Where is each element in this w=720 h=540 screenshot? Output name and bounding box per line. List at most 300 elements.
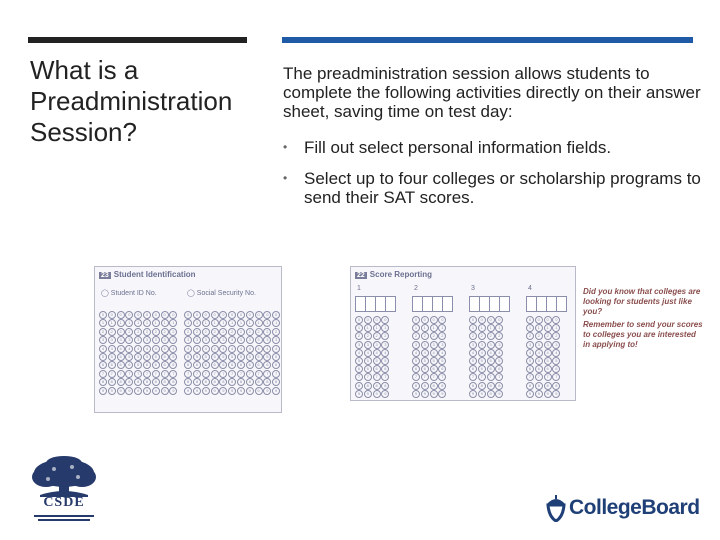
answer-bubble: 9 bbox=[228, 387, 236, 395]
answer-bubble: 0 bbox=[184, 311, 192, 319]
answer-bubble: 9 bbox=[255, 387, 263, 395]
bubble-row bbox=[355, 349, 390, 357]
answer-bubble: 4 bbox=[478, 349, 486, 357]
bubble-row bbox=[469, 373, 504, 381]
answer-bubble: 8 bbox=[211, 378, 219, 386]
answer-bubble: 2 bbox=[161, 328, 169, 336]
answer-bubble: 0 bbox=[255, 311, 263, 319]
answer-bubble: 7 bbox=[152, 370, 160, 378]
answer-bubble: 9 bbox=[544, 390, 552, 398]
answer-bubble: 9 bbox=[535, 390, 543, 398]
answer-bubble: 6 bbox=[487, 365, 495, 373]
answer-bubble: 8 bbox=[263, 378, 271, 386]
answer-bubble: 2 bbox=[381, 332, 389, 340]
answer-bubble: 9 bbox=[202, 387, 210, 395]
answer-bubble: 4 bbox=[373, 349, 381, 357]
answer-bubble: 6 bbox=[228, 361, 236, 369]
bubble-row bbox=[355, 341, 390, 349]
answer-bubble: 5 bbox=[412, 357, 420, 365]
answer-bubble: 0 bbox=[193, 311, 201, 319]
answer-bubble: 4 bbox=[381, 349, 389, 357]
bubble-row bbox=[469, 382, 504, 390]
bullet-text: Select up to four colleges or scholarship programs to send their SAT scores. bbox=[304, 169, 701, 207]
answer-bubble: 6 bbox=[237, 361, 245, 369]
note-text: Did you know that colleges are looking for students just like you? bbox=[583, 287, 701, 316]
answer-bubble: 3 bbox=[552, 341, 560, 349]
answer-bubble: 5 bbox=[272, 353, 280, 361]
answer-bubble: 0 bbox=[169, 311, 177, 319]
answer-bubble: 4 bbox=[211, 345, 219, 353]
answer-bubble: 2 bbox=[263, 328, 271, 336]
answer-bubble: 7 bbox=[272, 370, 280, 378]
answer-bubble: 6 bbox=[246, 361, 254, 369]
bullet-list bbox=[283, 138, 703, 219]
answer-bubble: 5 bbox=[169, 353, 177, 361]
answer-bubble: 5 bbox=[478, 357, 486, 365]
answer-bubble: 9 bbox=[381, 390, 389, 398]
bubble-row bbox=[412, 316, 447, 324]
answer-bubble: 0 bbox=[478, 316, 486, 324]
answer-bubble: 8 bbox=[355, 382, 363, 390]
answer-bubble: 0 bbox=[237, 311, 245, 319]
answer-bubble: 4 bbox=[495, 349, 503, 357]
answer-bubble: 1 bbox=[263, 319, 271, 327]
answer-bubble: 9 bbox=[373, 390, 381, 398]
answer-bubble: 1 bbox=[108, 319, 116, 327]
answer-bubble: 1 bbox=[487, 324, 495, 332]
answer-bubble: 5 bbox=[552, 357, 560, 365]
answer-bubble: 1 bbox=[526, 324, 534, 332]
answer-bubble: 7 bbox=[438, 373, 446, 381]
answer-bubble: 4 bbox=[161, 345, 169, 353]
answer-bubble: 8 bbox=[412, 382, 420, 390]
bubble-row bbox=[355, 332, 390, 340]
column-number: 1 bbox=[357, 285, 361, 292]
bubble-row bbox=[99, 345, 281, 353]
answer-bubble: 8 bbox=[478, 382, 486, 390]
answer-bubble: 8 bbox=[99, 378, 107, 386]
answer-bubble: 1 bbox=[544, 324, 552, 332]
answer-bubble: 0 bbox=[552, 316, 560, 324]
answer-bubble: 0 bbox=[544, 316, 552, 324]
answer-bubble: 7 bbox=[99, 370, 107, 378]
answer-bubble: 9 bbox=[169, 387, 177, 395]
bubble-row bbox=[469, 316, 504, 324]
bubble-row bbox=[99, 311, 281, 319]
answer-bubble: 8 bbox=[430, 382, 438, 390]
answer-bubble: 0 bbox=[161, 311, 169, 319]
answer-bubble: 9 bbox=[152, 387, 160, 395]
note-text: Remember to send your scores to colleges you are interested in applying to! bbox=[583, 320, 703, 349]
answer-bubble: 7 bbox=[526, 373, 534, 381]
answer-bubble: 0 bbox=[228, 311, 236, 319]
answer-bubble: 4 bbox=[421, 349, 429, 357]
bubble-row bbox=[469, 341, 504, 349]
answer-bubble: 8 bbox=[169, 378, 177, 386]
form-number: 22 bbox=[357, 272, 365, 279]
answer-bubble: 7 bbox=[487, 373, 495, 381]
bubble-row bbox=[99, 387, 281, 395]
answer-bubble: 0 bbox=[364, 316, 372, 324]
bubble-row bbox=[526, 341, 561, 349]
answer-bubble: 2 bbox=[125, 328, 133, 336]
answer-bubble: 5 bbox=[125, 353, 133, 361]
answer-bubble: 9 bbox=[193, 387, 201, 395]
answer-bubble: 2 bbox=[544, 332, 552, 340]
answer-bubble: 4 bbox=[430, 349, 438, 357]
collegeboard-logo-text: CollegeBoard bbox=[569, 496, 700, 519]
answer-bubble: 2 bbox=[412, 332, 420, 340]
answer-bubble: 3 bbox=[246, 336, 254, 344]
answer-bubble: 3 bbox=[211, 336, 219, 344]
bubble-row bbox=[412, 373, 447, 381]
answer-bubble: 9 bbox=[355, 390, 363, 398]
answer-bubble: 5 bbox=[421, 357, 429, 365]
answer-bubble: 1 bbox=[355, 324, 363, 332]
answer-bubble: 1 bbox=[478, 324, 486, 332]
answer-bubble: 3 bbox=[125, 336, 133, 344]
bullet-text: Fill out select personal information fields. bbox=[304, 138, 612, 157]
answer-bubble: 3 bbox=[373, 341, 381, 349]
answer-bubble: 6 bbox=[552, 365, 560, 373]
answer-bubble: 5 bbox=[487, 357, 495, 365]
answer-bubble: 3 bbox=[228, 336, 236, 344]
answer-bubble: 2 bbox=[469, 332, 477, 340]
answer-bubble: 4 bbox=[237, 345, 245, 353]
answer-bubble: 7 bbox=[219, 370, 227, 378]
answer-bubble: 7 bbox=[430, 373, 438, 381]
answer-bubble: 8 bbox=[552, 382, 560, 390]
code-entry-boxes bbox=[412, 296, 452, 317]
answer-bubble: 8 bbox=[125, 378, 133, 386]
answer-bubble: 6 bbox=[108, 361, 116, 369]
answer-bubble: 8 bbox=[544, 382, 552, 390]
bubble-row bbox=[355, 390, 390, 398]
score-bubble-grid bbox=[355, 316, 390, 398]
answer-bubble: 4 bbox=[487, 349, 495, 357]
bubble-row bbox=[99, 353, 281, 361]
bubble-row bbox=[412, 324, 447, 332]
answer-bubble: 9 bbox=[143, 387, 151, 395]
form-header bbox=[355, 270, 432, 282]
bullet-item bbox=[283, 138, 703, 157]
bubble-row bbox=[526, 316, 561, 324]
answer-bubble: 2 bbox=[421, 332, 429, 340]
bubble-row bbox=[99, 370, 281, 378]
answer-bubble: 8 bbox=[184, 378, 192, 386]
answer-bubble: 1 bbox=[228, 319, 236, 327]
content-divider-bar bbox=[282, 37, 693, 43]
answer-bubble: 4 bbox=[184, 345, 192, 353]
answer-bubble: 3 bbox=[430, 341, 438, 349]
column-number: 3 bbox=[471, 285, 475, 292]
answer-bubble: 6 bbox=[412, 365, 420, 373]
answer-bubble: 7 bbox=[381, 373, 389, 381]
answer-bubble: 8 bbox=[255, 378, 263, 386]
answer-bubble: 5 bbox=[364, 357, 372, 365]
answer-bubble: 3 bbox=[134, 336, 142, 344]
answer-bubble: 5 bbox=[246, 353, 254, 361]
answer-bubble: 2 bbox=[478, 332, 486, 340]
answer-bubble: 0 bbox=[219, 311, 227, 319]
answer-bubble: 6 bbox=[202, 361, 210, 369]
bubble-row bbox=[412, 365, 447, 373]
answer-bubble: 5 bbox=[211, 353, 219, 361]
answer-bubble: 2 bbox=[143, 328, 151, 336]
answer-bubble: 7 bbox=[134, 370, 142, 378]
answer-bubble: 0 bbox=[211, 311, 219, 319]
answer-bubble: 0 bbox=[99, 311, 107, 319]
answer-bubble: 8 bbox=[193, 378, 201, 386]
answer-bubble: 2 bbox=[495, 332, 503, 340]
answer-bubble: 0 bbox=[202, 311, 210, 319]
bubble-row bbox=[99, 378, 281, 386]
answer-bubble: 4 bbox=[108, 345, 116, 353]
answer-bubble: 2 bbox=[99, 328, 107, 336]
answer-bubble: 4 bbox=[99, 345, 107, 353]
answer-bubble: 7 bbox=[544, 373, 552, 381]
answer-bubble: 6 bbox=[219, 361, 227, 369]
intro-text bbox=[283, 64, 701, 121]
answer-bubble: 8 bbox=[161, 378, 169, 386]
answer-bubble: 6 bbox=[143, 361, 151, 369]
answer-bubble: 8 bbox=[373, 382, 381, 390]
answer-bubble: 7 bbox=[263, 370, 271, 378]
answer-bubble: 9 bbox=[219, 387, 227, 395]
answer-bubble: 4 bbox=[152, 345, 160, 353]
answer-bubble: 7 bbox=[117, 370, 125, 378]
answer-bubble: 1 bbox=[143, 319, 151, 327]
answer-bubble: 2 bbox=[535, 332, 543, 340]
answer-bubble: 2 bbox=[438, 332, 446, 340]
bubble-row bbox=[99, 319, 281, 327]
answer-bubble: 3 bbox=[202, 336, 210, 344]
answer-bubble: 7 bbox=[255, 370, 263, 378]
answer-bubble: 6 bbox=[117, 361, 125, 369]
answer-bubble: 5 bbox=[99, 353, 107, 361]
answer-bubble: 8 bbox=[495, 382, 503, 390]
answer-bubble: 5 bbox=[495, 357, 503, 365]
answer-bubble: 3 bbox=[438, 341, 446, 349]
bubble-row bbox=[412, 390, 447, 398]
answer-bubble: 9 bbox=[108, 387, 116, 395]
answer-bubble: 2 bbox=[219, 328, 227, 336]
answer-bubble: 4 bbox=[228, 345, 236, 353]
answer-bubble: 6 bbox=[263, 361, 271, 369]
answer-bubble: 6 bbox=[169, 361, 177, 369]
answer-bubble: 6 bbox=[161, 361, 169, 369]
bubble-row bbox=[412, 349, 447, 357]
answer-bubble: 7 bbox=[211, 370, 219, 378]
answer-bubble: 4 bbox=[219, 345, 227, 353]
answer-bubble: 9 bbox=[263, 387, 271, 395]
bubble-row bbox=[99, 328, 281, 336]
answer-bubble: 2 bbox=[152, 328, 160, 336]
answer-bubble: 0 bbox=[108, 311, 116, 319]
answer-bubble: 8 bbox=[143, 378, 151, 386]
answer-bubble: 7 bbox=[355, 373, 363, 381]
answer-bubble: 9 bbox=[237, 387, 245, 395]
answer-bubble: 1 bbox=[211, 319, 219, 327]
answer-bubble: 8 bbox=[364, 382, 372, 390]
answer-bubble: 7 bbox=[193, 370, 201, 378]
bubble-row bbox=[99, 336, 281, 344]
answer-bubble: 1 bbox=[219, 319, 227, 327]
answer-bubble: 2 bbox=[526, 332, 534, 340]
answer-bubble: 4 bbox=[526, 349, 534, 357]
answer-bubble: 1 bbox=[381, 324, 389, 332]
answer-bubble: 7 bbox=[478, 373, 486, 381]
answer-bubble: 2 bbox=[228, 328, 236, 336]
answer-bubble: 6 bbox=[211, 361, 219, 369]
answer-bubble: 4 bbox=[169, 345, 177, 353]
answer-bubble: 9 bbox=[134, 387, 142, 395]
answer-bubble: 1 bbox=[134, 319, 142, 327]
answer-bubble: 8 bbox=[152, 378, 160, 386]
answer-bubble: 9 bbox=[478, 390, 486, 398]
answer-bubble: 3 bbox=[152, 336, 160, 344]
answer-bubble: 1 bbox=[99, 319, 107, 327]
answer-bubble: 3 bbox=[469, 341, 477, 349]
answer-bubble: 6 bbox=[184, 361, 192, 369]
answer-bubble: 7 bbox=[228, 370, 236, 378]
student-identification-form-image bbox=[94, 266, 282, 413]
answer-bubble: 1 bbox=[202, 319, 210, 327]
answer-bubble: 1 bbox=[552, 324, 560, 332]
answer-bubble: 1 bbox=[430, 324, 438, 332]
answer-bubble: 8 bbox=[438, 382, 446, 390]
answer-bubble: 4 bbox=[469, 349, 477, 357]
answer-bubble: 2 bbox=[169, 328, 177, 336]
oak-tree-icon bbox=[26, 455, 102, 523]
answer-bubble: 9 bbox=[161, 387, 169, 395]
answer-bubble: 8 bbox=[469, 382, 477, 390]
slide-title: What is a Preadministration Session? bbox=[30, 55, 233, 147]
answer-bubble: 3 bbox=[535, 341, 543, 349]
answer-bubble: 2 bbox=[246, 328, 254, 336]
answer-bubble: 7 bbox=[246, 370, 254, 378]
answer-bubble: 2 bbox=[272, 328, 280, 336]
answer-bubble: 1 bbox=[237, 319, 245, 327]
answer-bubble: 7 bbox=[364, 373, 372, 381]
answer-bubble: 0 bbox=[438, 316, 446, 324]
answer-bubble: 6 bbox=[152, 361, 160, 369]
answer-bubble: 1 bbox=[535, 324, 543, 332]
answer-bubble: 0 bbox=[272, 311, 280, 319]
answer-bubble: 9 bbox=[430, 390, 438, 398]
answer-bubble: 4 bbox=[125, 345, 133, 353]
bubble-row bbox=[99, 361, 281, 369]
answer-bubble: 1 bbox=[438, 324, 446, 332]
code-entry-box bbox=[442, 296, 453, 312]
answer-bubble: 1 bbox=[161, 319, 169, 327]
answer-bubble: 9 bbox=[495, 390, 503, 398]
answer-bubble: 6 bbox=[272, 361, 280, 369]
bubble-row bbox=[355, 373, 390, 381]
answer-bubble: 8 bbox=[272, 378, 280, 386]
bubble-row bbox=[355, 365, 390, 373]
answer-bubble: 2 bbox=[117, 328, 125, 336]
answer-bubble: 1 bbox=[117, 319, 125, 327]
answer-bubble: 5 bbox=[108, 353, 116, 361]
form-header bbox=[99, 270, 196, 282]
answer-bubble: 9 bbox=[421, 390, 429, 398]
answer-bubble: 1 bbox=[246, 319, 254, 327]
answer-bubble: 1 bbox=[169, 319, 177, 327]
answer-bubble: 1 bbox=[272, 319, 280, 327]
answer-bubble: 3 bbox=[263, 336, 271, 344]
answer-bubble: 6 bbox=[193, 361, 201, 369]
answer-bubble: 3 bbox=[99, 336, 107, 344]
answer-bubble: 0 bbox=[125, 311, 133, 319]
answer-bubble: 8 bbox=[219, 378, 227, 386]
code-entry-boxes bbox=[526, 296, 566, 317]
form-title: Student Identification bbox=[113, 270, 196, 279]
answer-bubble: 1 bbox=[412, 324, 420, 332]
answer-bubble: 5 bbox=[161, 353, 169, 361]
answer-bubble: 4 bbox=[552, 349, 560, 357]
answer-bubble: 3 bbox=[355, 341, 363, 349]
answer-bubble: 6 bbox=[99, 361, 107, 369]
ssn-option: ◯ Social Security No. bbox=[187, 290, 256, 297]
answer-bubble: 7 bbox=[535, 373, 543, 381]
answer-bubble: 7 bbox=[237, 370, 245, 378]
answer-bubble: 0 bbox=[143, 311, 151, 319]
answer-bubble: 3 bbox=[487, 341, 495, 349]
answer-bubble: 9 bbox=[364, 390, 372, 398]
answer-bubble: 6 bbox=[373, 365, 381, 373]
bullet-icon: • bbox=[283, 171, 288, 185]
answer-bubble: 8 bbox=[535, 382, 543, 390]
answer-bubble: 5 bbox=[355, 357, 363, 365]
answer-bubble: 6 bbox=[469, 365, 477, 373]
answer-bubble: 9 bbox=[246, 387, 254, 395]
intro-paragraph: The preadministration session allows students to complete the following activities directly on their answer sheet, saving time on test day: bbox=[283, 64, 701, 121]
answer-bubble: 0 bbox=[526, 316, 534, 324]
bullet-item bbox=[283, 169, 703, 207]
csde-logo bbox=[26, 455, 102, 523]
answer-bubble: 2 bbox=[202, 328, 210, 336]
bubble-row bbox=[469, 365, 504, 373]
answer-bubble: 9 bbox=[487, 390, 495, 398]
answer-bubble: 5 bbox=[219, 353, 227, 361]
answer-bubble: 5 bbox=[228, 353, 236, 361]
answer-bubble: 8 bbox=[134, 378, 142, 386]
answer-bubble: 7 bbox=[469, 373, 477, 381]
answer-bubble: 1 bbox=[469, 324, 477, 332]
bubble-row bbox=[355, 316, 390, 324]
answer-bubble: 4 bbox=[535, 349, 543, 357]
answer-bubble: 3 bbox=[272, 336, 280, 344]
answer-bubble: 4 bbox=[412, 349, 420, 357]
answer-bubble: 5 bbox=[184, 353, 192, 361]
answer-bubble: 0 bbox=[487, 316, 495, 324]
bubble-row bbox=[355, 382, 390, 390]
bubble-row bbox=[526, 357, 561, 365]
bubble-row bbox=[469, 357, 504, 365]
bubble-row bbox=[526, 332, 561, 340]
answer-bubble: 0 bbox=[430, 316, 438, 324]
answer-bubble: 3 bbox=[184, 336, 192, 344]
bubble-row bbox=[526, 349, 561, 357]
bubble-row bbox=[469, 324, 504, 332]
answer-bubble: 3 bbox=[255, 336, 263, 344]
answer-bubble: 8 bbox=[108, 378, 116, 386]
answer-bubble: 5 bbox=[255, 353, 263, 361]
score-form-side-note bbox=[583, 287, 703, 353]
answer-bubble: 2 bbox=[134, 328, 142, 336]
answer-bubble: 6 bbox=[495, 365, 503, 373]
